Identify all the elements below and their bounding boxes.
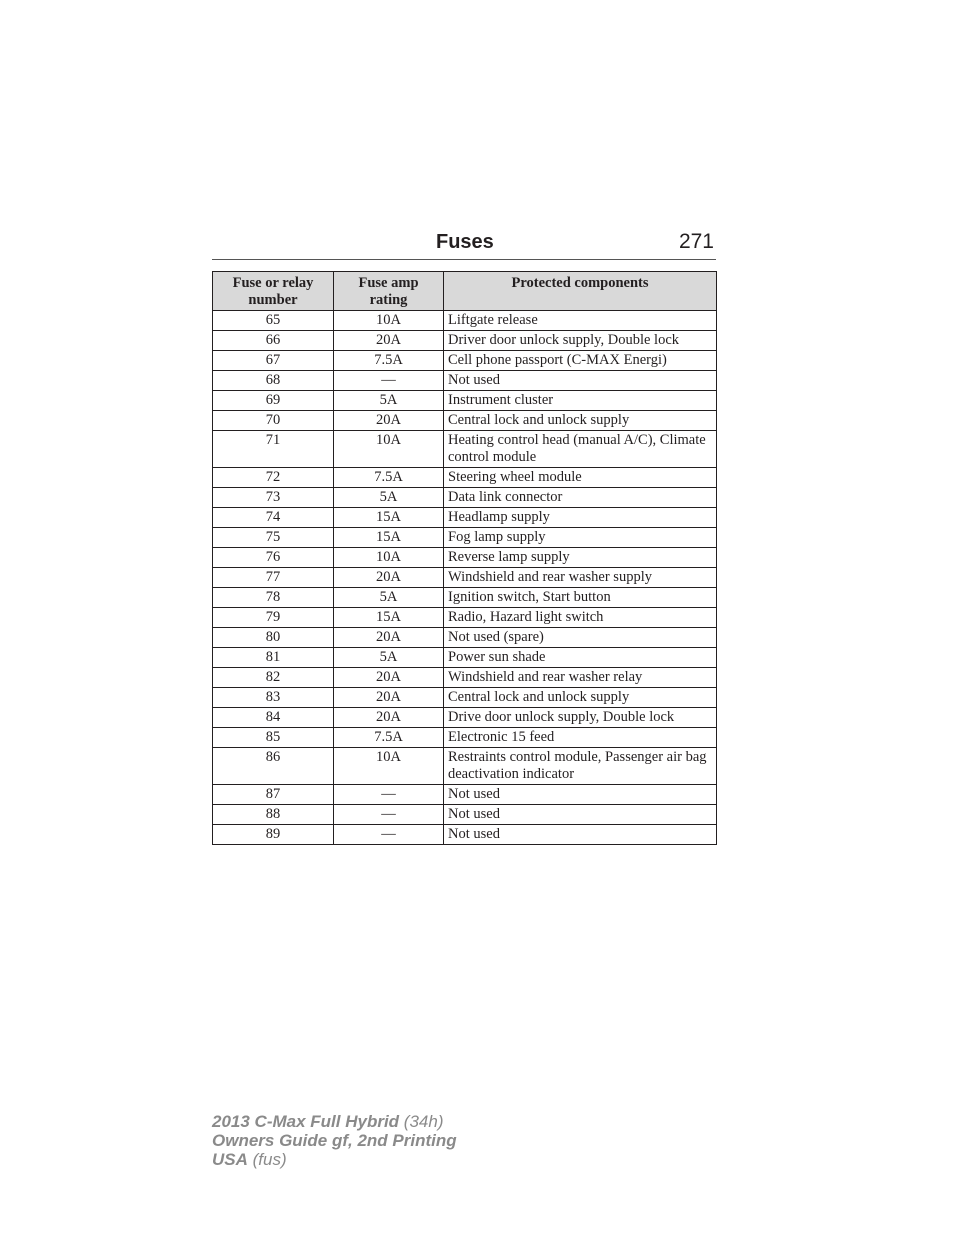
protected-components-cell: Fog lamp supply	[444, 528, 717, 548]
protected-components-cell: Windshield and rear washer supply	[444, 568, 717, 588]
table-row	[213, 825, 717, 845]
fuse-number-cell: 73	[213, 488, 334, 508]
amp-rating-cell: —	[334, 371, 444, 391]
table-row	[213, 548, 717, 568]
protected-components-cell: Central lock and unlock supply	[444, 688, 717, 708]
protected-components-cell: Electronic 15 feed	[444, 728, 717, 748]
amp-rating-cell: 7.5A	[334, 468, 444, 488]
amp-rating-cell: 15A	[334, 608, 444, 628]
fuse-number-cell: 74	[213, 508, 334, 528]
table-row	[213, 785, 717, 805]
footer-market-code: (fus)	[252, 1150, 287, 1169]
table-row	[213, 748, 717, 785]
fuse-number-cell: 82	[213, 668, 334, 688]
protected-components-cell: Restraints control module, Passenger air bag deactivation indicator	[444, 748, 717, 785]
amp-rating-cell: 20A	[334, 331, 444, 351]
page-header	[212, 229, 716, 260]
fuse-number-cell: 67	[213, 351, 334, 371]
amp-rating-cell: 7.5A	[334, 351, 444, 371]
protected-components-cell: Power sun shade	[444, 648, 717, 668]
fuse-number-cell: 72	[213, 468, 334, 488]
footer-line-1	[212, 1112, 457, 1131]
protected-components-cell: Reverse lamp supply	[444, 548, 717, 568]
protected-components-cell: Drive door unlock supply, Double lock	[444, 708, 717, 728]
column-header-protected-components: Protected components	[444, 272, 717, 311]
protected-components-cell: Ignition switch, Start button	[444, 588, 717, 608]
table-row	[213, 628, 717, 648]
fuse-number-cell: 66	[213, 331, 334, 351]
fuse-number-cell: 69	[213, 391, 334, 411]
amp-rating-cell: 10A	[334, 311, 444, 331]
page-number: 271	[678, 230, 714, 253]
table-body	[213, 311, 717, 845]
fuse-number-cell: 80	[213, 628, 334, 648]
footer-line-3	[212, 1150, 457, 1169]
amp-rating-cell: 10A	[334, 748, 444, 785]
footer-printing: Owners Guide gf, 2nd Printing	[212, 1131, 457, 1150]
fuse-number-cell: 78	[213, 588, 334, 608]
table-row	[213, 588, 717, 608]
fuse-number-cell: 70	[213, 411, 334, 431]
fuse-number-cell: 65	[213, 311, 334, 331]
table-row	[213, 391, 717, 411]
fuse-number-cell: 79	[213, 608, 334, 628]
fuse-number-cell: 71	[213, 431, 334, 468]
table-header-row	[213, 272, 717, 311]
table-row	[213, 488, 717, 508]
protected-components-cell: Not used	[444, 805, 717, 825]
fuse-number-cell: 89	[213, 825, 334, 845]
protected-components-cell: Not used	[444, 371, 717, 391]
amp-rating-cell: 20A	[334, 411, 444, 431]
table-row	[213, 311, 717, 331]
table-row	[213, 431, 717, 468]
protected-components-cell: Heating control head (manual A/C), Climate control module	[444, 431, 717, 468]
footer-model-code: (34h)	[403, 1112, 444, 1131]
table-row	[213, 608, 717, 628]
table-row	[213, 728, 717, 748]
amp-rating-cell: 10A	[334, 431, 444, 468]
document-footer	[212, 1112, 457, 1169]
fuse-number-cell: 87	[213, 785, 334, 805]
table-row	[213, 648, 717, 668]
fuse-number-cell: 85	[213, 728, 334, 748]
fuse-number-cell: 84	[213, 708, 334, 728]
fuse-table	[212, 271, 717, 845]
amp-rating-cell: 5A	[334, 391, 444, 411]
protected-components-cell: Instrument cluster	[444, 391, 717, 411]
amp-rating-cell: —	[334, 785, 444, 805]
protected-components-cell: Headlamp supply	[444, 508, 717, 528]
amp-rating-cell: 5A	[334, 648, 444, 668]
amp-rating-cell: —	[334, 805, 444, 825]
table-row	[213, 805, 717, 825]
fuse-number-cell: 88	[213, 805, 334, 825]
protected-components-cell: Cell phone passport (C-MAX Energi)	[444, 351, 717, 371]
protected-components-cell: Windshield and rear washer relay	[444, 668, 717, 688]
protected-components-cell: Radio, Hazard light switch	[444, 608, 717, 628]
protected-components-cell: Data link connector	[444, 488, 717, 508]
protected-components-cell: Not used	[444, 825, 717, 845]
column-header-amp-rating: Fuse amp rating	[334, 272, 444, 311]
fuse-number-cell: 83	[213, 688, 334, 708]
fuse-number-cell: 86	[213, 748, 334, 785]
protected-components-cell: Driver door unlock supply, Double lock	[444, 331, 717, 351]
table-row	[213, 411, 717, 431]
protected-components-cell: Not used (spare)	[444, 628, 717, 648]
table-row	[213, 331, 717, 351]
table-row	[213, 528, 717, 548]
fuse-number-cell: 81	[213, 648, 334, 668]
footer-model: 2013 C-Max Full Hybrid	[212, 1112, 400, 1131]
table-row	[213, 668, 717, 688]
footer-market: USA	[212, 1150, 248, 1169]
fuse-number-cell: 77	[213, 568, 334, 588]
protected-components-cell: Not used	[444, 785, 717, 805]
table-row	[213, 371, 717, 391]
amp-rating-cell: 10A	[334, 548, 444, 568]
fuse-number-cell: 76	[213, 548, 334, 568]
amp-rating-cell: 20A	[334, 688, 444, 708]
amp-rating-cell: 5A	[334, 588, 444, 608]
protected-components-cell: Central lock and unlock supply	[444, 411, 717, 431]
amp-rating-cell: 20A	[334, 628, 444, 648]
section-title: Fuses	[436, 231, 494, 253]
table-row	[213, 688, 717, 708]
column-header-fuse-number: Fuse or relay number	[213, 272, 334, 311]
table-row	[213, 351, 717, 371]
protected-components-cell: Steering wheel module	[444, 468, 717, 488]
amp-rating-cell: 15A	[334, 508, 444, 528]
amp-rating-cell: 20A	[334, 568, 444, 588]
fuse-number-cell: 68	[213, 371, 334, 391]
table-row	[213, 708, 717, 728]
table-row	[213, 508, 717, 528]
amp-rating-cell: 20A	[334, 668, 444, 688]
protected-components-cell: Liftgate release	[444, 311, 717, 331]
amp-rating-cell: 7.5A	[334, 728, 444, 748]
table-row	[213, 468, 717, 488]
footer-line-2	[212, 1131, 457, 1150]
amp-rating-cell: —	[334, 825, 444, 845]
fuse-number-cell: 75	[213, 528, 334, 548]
amp-rating-cell: 20A	[334, 708, 444, 728]
amp-rating-cell: 5A	[334, 488, 444, 508]
amp-rating-cell: 15A	[334, 528, 444, 548]
table-row	[213, 568, 717, 588]
